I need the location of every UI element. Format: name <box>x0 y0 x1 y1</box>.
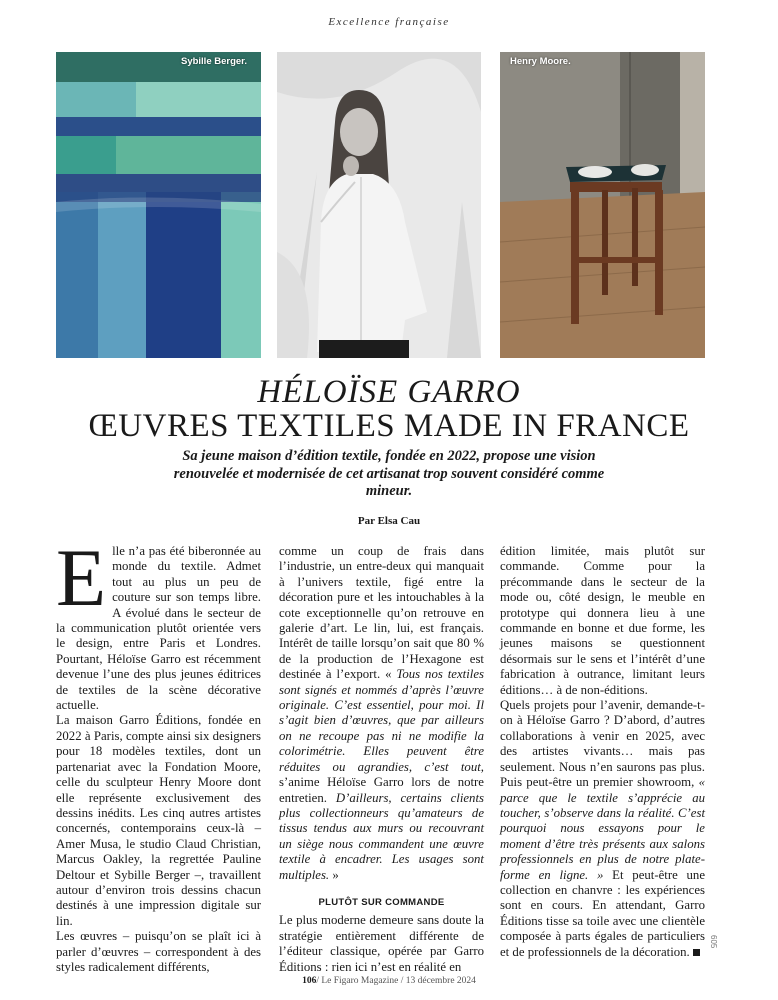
article-column-3 <box>500 544 705 960</box>
byline: Par Elsa Cau <box>357 515 421 527</box>
paragraph: Quels projets pour l’avenir, demande-t-on à Héloïse Garro ? D’abord, d’autres collaborations à venir en 2025, avec des artistes vivants… mais pas seulement. Nous n’en saurons pas plus. Puis peut-être un premier showroom, « parce que le textile s’apprécie au toucher, s’observe dans la réalité. C’est pourquoi nous essayons pour le moment d’être très présents aux salons professionnels en plus de notre plate-forme en ligne. » Et peut-être une collection en chanvre : les expériences sont en cours. En attendant, Garro Éditions tisse sa toile avec une clientèle composée à parts égales de particuliers et de professionnels de la décoration. <box>500 698 706 959</box>
side-code: 605 <box>709 935 718 949</box>
page-footer <box>0 976 778 986</box>
paragraph: comme un coup de frais dans l’industrie, un entre-deux qui manquait à l’univers textile, figé entre la décoration pure et les intouchables à la cote exceptionnelle qu’on retrouve en galerie d’art. Le lin, lui, est français. Intérêt de taille lorsqu’on sait que 80 % de la production de l’Hexagone est destinée à l’export. « Tous nos textiles sont signés et nommés d’après l’œuvre originale. C’est essentiel, pour moi. Il s’agit bien d’œuvres, que par ailleurs on ne recoupe pas ni ne modifie la colorimétrie. Elles peuvent être réduites ou agrandies, c’est tout, s’anime Héloïse Garro lors de notre entretien. D’ailleurs, certains clients plus collectionneurs qu’amateurs de tissus tendus aux murs ou recouvrant un siège nous commandent une œuvre textile à encadrer. Les usages sont multiples. » <box>279 544 484 882</box>
photo-credit-right: Henry Moore. <box>510 56 571 67</box>
headline-subtitle: ŒUVRES TEXTILES MADE IN FRANCE <box>88 408 690 444</box>
article-column-1 <box>56 532 261 975</box>
paragraph: Les œuvres – puisqu’on se plaît ici à parler d’œuvres – correspondent à des styles radicalement différents, <box>56 929 261 974</box>
paragraph: Elle n’a pas été biberonnée au monde du textile. Admet tout au plus un peu de couture sur son temps libre. A évolué dans le secteur de la communication plutôt orientée vers le design, entre Paris et Londres. Pourtant, Héloïse Garro est récemment devenue l’une des plus jeunes éditrices de textiles de la scène décorative actuelle. <box>56 532 261 713</box>
paragraph: La maison Garro Éditions, fondée en 2022 à Paris, compte ainsi six designers pour 18 modèles textiles, dont un partenariat avec la Fondation Moore, celle du sculpteur Henry Moore dont elle représente exclusivement des dessins inédits. Les cinq autres artistes concernés, contemporains ceux-là – Amer Musa, le studio Claud Christian, Marcus Oakley, la regrettée Pauline Deltour et Sybille Berger –, travaillent autour d’environ trois dessins chacun destinés à une impression digitale sur lin. <box>56 713 261 928</box>
stool-image <box>500 52 705 358</box>
lede: Sa jeune maison d’édition textile, fondée en 2022, propose une vision renouvelée et modernisée de cet artisanat trop souvent considéré comme mineur. <box>173 448 605 499</box>
photo-stool <box>500 52 705 358</box>
article-column-2 <box>279 544 484 975</box>
end-mark <box>693 949 700 956</box>
subheading: PLUTÔT SUR COMMANDE <box>318 896 445 908</box>
page-number: 106 <box>302 976 317 986</box>
headline-name: HÉLOÏSE GARRO <box>257 374 521 410</box>
photo-textiles <box>56 52 261 358</box>
portrait-image <box>277 52 481 358</box>
paragraph: édition limitée, mais plutôt sur commande. Comme pour la précommande dans le secteur de la mode ou, côté design, le meuble en prototype qui donnera lieu à une commande en bonne et due forme, les jeunes maisons se questionnent désormais sur le sens et l’intérêt d’une fabrication à outrance, limitant leurs éditions… à de non-éditions. <box>500 544 705 697</box>
section-kicker: Excellence française <box>328 16 450 28</box>
drop-cap: E <box>56 532 107 623</box>
textile-image <box>56 52 261 358</box>
footer-text: / Le Figaro Magazine / 13 décembre 2024 <box>316 976 476 986</box>
photo-credit-left: Sybille Berger. <box>180 56 247 67</box>
photo-portrait <box>277 52 481 358</box>
paragraph: Le plus moderne demeure sans doute la stratégie entièrement différente de l’éditeur classique, opérée par Garro Éditions : rien ici n’est en réalité en <box>279 913 484 974</box>
